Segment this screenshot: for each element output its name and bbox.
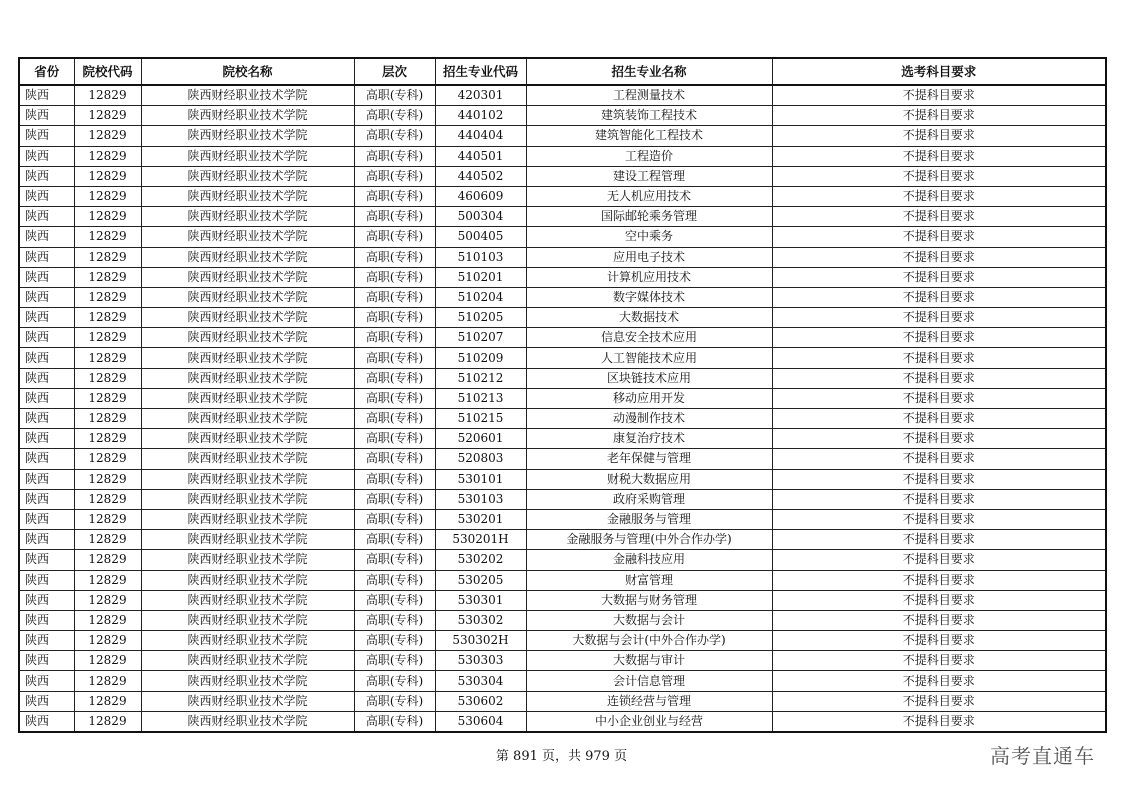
header-school-name: 院校名称 [141,58,354,85]
header-level: 层次 [354,58,435,85]
school-code-cell: 12829 [74,409,141,429]
table-row [19,610,1106,630]
major-name-cell: 建筑装饰工程技术 [526,106,772,126]
school-name-cell: 陕西财经职业技术学院 [141,711,354,732]
major-name-cell: 建筑智能化工程技术 [526,126,772,146]
major-name-cell: 大数据与会计(中外合作办学) [526,631,772,651]
school-name-cell: 陕西财经职业技术学院 [141,388,354,408]
major-code-cell: 530304 [435,671,526,691]
admission-table [18,57,1107,733]
school-name-cell: 陕西财经职业技术学院 [141,429,354,449]
subject-requirement-cell: 不提科目要求 [772,590,1106,610]
level-cell: 高职(专科) [354,711,435,732]
school-code-cell: 12829 [74,388,141,408]
level-cell: 高职(专科) [354,671,435,691]
level-cell: 高职(专科) [354,550,435,570]
table-row [19,207,1106,227]
table-row [19,146,1106,166]
level-cell: 高职(专科) [354,509,435,529]
subject-requirement-cell: 不提科目要求 [772,489,1106,509]
level-cell: 高职(专科) [354,146,435,166]
major-name-cell: 大数据与审计 [526,651,772,671]
province-cell: 陕西 [19,449,74,469]
table-row [19,550,1106,570]
subject-requirement-cell: 不提科目要求 [772,631,1106,651]
major-code-cell: 530602 [435,691,526,711]
school-name-cell: 陕西财经职业技术学院 [141,409,354,429]
subject-requirement-cell: 不提科目要求 [772,287,1106,307]
major-code-cell: 510212 [435,368,526,388]
school-name-cell: 陕西财经职业技术学院 [141,631,354,651]
major-code-cell: 510213 [435,388,526,408]
school-name-cell: 陕西财经职业技术学院 [141,469,354,489]
table-row [19,267,1106,287]
school-name-cell: 陕西财经职业技术学院 [141,368,354,388]
table-row [19,368,1106,388]
level-cell: 高职(专科) [354,126,435,146]
table-body [19,85,1106,732]
school-code-cell: 12829 [74,308,141,328]
school-code-cell: 12829 [74,186,141,206]
school-code-cell: 12829 [74,227,141,247]
subject-requirement-cell: 不提科目要求 [772,328,1106,348]
province-cell: 陕西 [19,671,74,691]
level-cell: 高职(专科) [354,691,435,711]
subject-requirement-cell: 不提科目要求 [772,671,1106,691]
subject-requirement-cell: 不提科目要求 [772,570,1106,590]
major-code-cell: 510205 [435,308,526,328]
province-cell: 陕西 [19,429,74,449]
table-row [19,348,1106,368]
level-cell: 高职(专科) [354,348,435,368]
school-code-cell: 12829 [74,207,141,227]
province-cell: 陕西 [19,308,74,328]
school-name-cell: 陕西财经职业技术学院 [141,348,354,368]
major-name-cell: 金融科技应用 [526,550,772,570]
table-row [19,308,1106,328]
major-code-cell: 530103 [435,489,526,509]
school-code-cell: 12829 [74,449,141,469]
table-row [19,287,1106,307]
table-row [19,711,1106,732]
school-code-cell: 12829 [74,610,141,630]
school-name-cell: 陕西财经职业技术学院 [141,590,354,610]
table-row [19,469,1106,489]
subject-requirement-cell: 不提科目要求 [772,550,1106,570]
province-cell: 陕西 [19,267,74,287]
school-name-cell: 陕西财经职业技术学院 [141,85,354,106]
subject-requirement-cell: 不提科目要求 [772,368,1106,388]
subject-requirement-cell: 不提科目要求 [772,530,1106,550]
school-code-cell: 12829 [74,348,141,368]
major-code-cell: 530302H [435,631,526,651]
province-cell: 陕西 [19,388,74,408]
table-row [19,530,1106,550]
major-code-cell: 510209 [435,348,526,368]
major-name-cell: 国际邮轮乘务管理 [526,207,772,227]
table-row [19,247,1106,267]
header-major-code: 招生专业代码 [435,58,526,85]
school-name-cell: 陕西财经职业技术学院 [141,509,354,529]
subject-requirement-cell: 不提科目要求 [772,308,1106,328]
school-name-cell: 陕西财经职业技术学院 [141,671,354,691]
level-cell: 高职(专科) [354,207,435,227]
level-cell: 高职(专科) [354,328,435,348]
table-row [19,489,1106,509]
province-cell: 陕西 [19,610,74,630]
watermark-logo: 高考直通车 [990,744,1095,768]
header-subject-requirement: 选考科目要求 [772,58,1106,85]
subject-requirement-cell: 不提科目要求 [772,691,1106,711]
major-name-cell: 工程测量技术 [526,85,772,106]
table-row [19,691,1106,711]
province-cell: 陕西 [19,409,74,429]
school-name-cell: 陕西财经职业技术学院 [141,489,354,509]
table-row [19,186,1106,206]
school-name-cell: 陕西财经职业技术学院 [141,610,354,630]
province-cell: 陕西 [19,530,74,550]
level-cell: 高职(专科) [354,570,435,590]
level-cell: 高职(专科) [354,651,435,671]
school-code-cell: 12829 [74,509,141,529]
major-code-cell: 440502 [435,166,526,186]
school-code-cell: 12829 [74,429,141,449]
header-school-code: 院校代码 [74,58,141,85]
major-name-cell: 财富管理 [526,570,772,590]
subject-requirement-cell: 不提科目要求 [772,711,1106,732]
school-code-cell: 12829 [74,651,141,671]
level-cell: 高职(专科) [354,308,435,328]
level-cell: 高职(专科) [354,227,435,247]
major-name-cell: 应用电子技术 [526,247,772,267]
major-name-cell: 工程造价 [526,146,772,166]
province-cell: 陕西 [19,227,74,247]
province-cell: 陕西 [19,711,74,732]
table-row [19,671,1106,691]
major-code-cell: 510201 [435,267,526,287]
major-name-cell: 人工智能技术应用 [526,348,772,368]
major-name-cell: 信息安全技术应用 [526,328,772,348]
subject-requirement-cell: 不提科目要求 [772,409,1106,429]
school-code-cell: 12829 [74,671,141,691]
school-name-cell: 陕西财经职业技术学院 [141,207,354,227]
school-name-cell: 陕西财经职业技术学院 [141,166,354,186]
subject-requirement-cell: 不提科目要求 [772,85,1106,106]
level-cell: 高职(专科) [354,610,435,630]
major-name-cell: 大数据与会计 [526,610,772,630]
major-name-cell: 金融服务与管理 [526,509,772,529]
major-name-cell: 无人机应用技术 [526,186,772,206]
province-cell: 陕西 [19,489,74,509]
school-code-cell: 12829 [74,368,141,388]
school-name-cell: 陕西财经职业技术学院 [141,691,354,711]
major-code-cell: 510215 [435,409,526,429]
subject-requirement-cell: 不提科目要求 [772,509,1106,529]
major-name-cell: 老年保健与管理 [526,449,772,469]
province-cell: 陕西 [19,85,74,106]
major-code-cell: 440102 [435,106,526,126]
major-name-cell: 大数据与财务管理 [526,590,772,610]
level-cell: 高职(专科) [354,85,435,106]
school-name-cell: 陕西财经职业技术学院 [141,227,354,247]
subject-requirement-cell: 不提科目要求 [772,126,1106,146]
subject-requirement-cell: 不提科目要求 [772,388,1106,408]
school-name-cell: 陕西财经职业技术学院 [141,530,354,550]
level-cell: 高职(专科) [354,530,435,550]
level-cell: 高职(专科) [354,631,435,651]
school-code-cell: 12829 [74,166,141,186]
subject-requirement-cell: 不提科目要求 [772,651,1106,671]
school-name-cell: 陕西财经职业技术学院 [141,449,354,469]
subject-requirement-cell: 不提科目要求 [772,166,1106,186]
major-code-cell: 500405 [435,227,526,247]
major-name-cell: 计算机应用技术 [526,267,772,287]
school-code-cell: 12829 [74,328,141,348]
subject-requirement-cell: 不提科目要求 [772,469,1106,489]
province-cell: 陕西 [19,469,74,489]
major-name-cell: 康复治疗技术 [526,429,772,449]
table-row [19,631,1106,651]
level-cell: 高职(专科) [354,590,435,610]
major-name-cell: 金融服务与管理(中外合作办学) [526,530,772,550]
major-code-cell: 520803 [435,449,526,469]
table-row [19,166,1106,186]
major-code-cell: 420301 [435,85,526,106]
table-row [19,590,1106,610]
level-cell: 高职(专科) [354,489,435,509]
school-code-cell: 12829 [74,691,141,711]
subject-requirement-cell: 不提科目要求 [772,146,1106,166]
major-code-cell: 510207 [435,328,526,348]
subject-requirement-cell: 不提科目要求 [772,267,1106,287]
school-code-cell: 12829 [74,530,141,550]
subject-requirement-cell: 不提科目要求 [772,247,1106,267]
level-cell: 高职(专科) [354,267,435,287]
level-cell: 高职(专科) [354,106,435,126]
level-cell: 高职(专科) [354,429,435,449]
school-name-cell: 陕西财经职业技术学院 [141,287,354,307]
subject-requirement-cell: 不提科目要求 [772,186,1106,206]
school-name-cell: 陕西财经职业技术学院 [141,651,354,671]
subject-requirement-cell: 不提科目要求 [772,348,1106,368]
table-row [19,570,1106,590]
level-cell: 高职(专科) [354,388,435,408]
school-code-cell: 12829 [74,247,141,267]
major-name-cell: 动漫制作技术 [526,409,772,429]
major-name-cell: 中小企业创业与经营 [526,711,772,732]
major-code-cell: 530604 [435,711,526,732]
school-name-cell: 陕西财经职业技术学院 [141,550,354,570]
major-code-cell: 530301 [435,590,526,610]
header-major-name: 招生专业名称 [526,58,772,85]
table-row [19,509,1106,529]
school-name-cell: 陕西财经职业技术学院 [141,570,354,590]
major-code-cell: 510204 [435,287,526,307]
major-name-cell: 会计信息管理 [526,671,772,691]
level-cell: 高职(专科) [354,287,435,307]
major-code-cell: 520601 [435,429,526,449]
school-code-cell: 12829 [74,126,141,146]
major-code-cell: 530205 [435,570,526,590]
school-name-cell: 陕西财经职业技术学院 [141,328,354,348]
level-cell: 高职(专科) [354,409,435,429]
school-code-cell: 12829 [74,489,141,509]
level-cell: 高职(专科) [354,368,435,388]
level-cell: 高职(专科) [354,186,435,206]
major-code-cell: 530202 [435,550,526,570]
school-name-cell: 陕西财经职业技术学院 [141,247,354,267]
major-name-cell: 连锁经营与管理 [526,691,772,711]
table-row [19,429,1106,449]
school-code-cell: 12829 [74,146,141,166]
province-cell: 陕西 [19,207,74,227]
major-code-cell: 530201 [435,509,526,529]
level-cell: 高职(专科) [354,247,435,267]
major-name-cell: 数字媒体技术 [526,287,772,307]
header-province: 省份 [19,58,74,85]
subject-requirement-cell: 不提科目要求 [772,429,1106,449]
major-name-cell: 建设工程管理 [526,166,772,186]
school-code-cell: 12829 [74,550,141,570]
school-name-cell: 陕西财经职业技术学院 [141,186,354,206]
table-row [19,106,1106,126]
subject-requirement-cell: 不提科目要求 [772,207,1106,227]
province-cell: 陕西 [19,166,74,186]
major-name-cell: 财税大数据应用 [526,469,772,489]
province-cell: 陕西 [19,287,74,307]
province-cell: 陕西 [19,550,74,570]
subject-requirement-cell: 不提科目要求 [772,106,1106,126]
major-code-cell: 530201H [435,530,526,550]
province-cell: 陕西 [19,631,74,651]
province-cell: 陕西 [19,590,74,610]
major-name-cell: 区块链技术应用 [526,368,772,388]
school-name-cell: 陕西财经职业技术学院 [141,267,354,287]
province-cell: 陕西 [19,348,74,368]
table-row [19,409,1106,429]
school-name-cell: 陕西财经职业技术学院 [141,106,354,126]
school-code-cell: 12829 [74,590,141,610]
school-code-cell: 12829 [74,631,141,651]
major-code-cell: 510103 [435,247,526,267]
subject-requirement-cell: 不提科目要求 [772,449,1106,469]
major-code-cell: 440501 [435,146,526,166]
province-cell: 陕西 [19,691,74,711]
province-cell: 陕西 [19,126,74,146]
table-row [19,227,1106,247]
school-code-cell: 12829 [74,570,141,590]
table-row [19,126,1106,146]
table-header [19,58,1106,85]
school-code-cell: 12829 [74,469,141,489]
subject-requirement-cell: 不提科目要求 [772,610,1106,630]
table-row [19,328,1106,348]
major-code-cell: 460609 [435,186,526,206]
level-cell: 高职(专科) [354,449,435,469]
province-cell: 陕西 [19,186,74,206]
province-cell: 陕西 [19,106,74,126]
major-code-cell: 440404 [435,126,526,146]
table-row [19,651,1106,671]
province-cell: 陕西 [19,509,74,529]
province-cell: 陕西 [19,328,74,348]
major-name-cell: 大数据技术 [526,308,772,328]
major-code-cell: 500304 [435,207,526,227]
major-name-cell: 移动应用开发 [526,388,772,408]
school-code-cell: 12829 [74,85,141,106]
school-name-cell: 陕西财经职业技术学院 [141,308,354,328]
subject-requirement-cell: 不提科目要求 [772,227,1106,247]
school-code-cell: 12829 [74,267,141,287]
school-name-cell: 陕西财经职业技术学院 [141,126,354,146]
province-cell: 陕西 [19,146,74,166]
school-name-cell: 陕西财经职业技术学院 [141,146,354,166]
province-cell: 陕西 [19,570,74,590]
major-code-cell: 530101 [435,469,526,489]
major-name-cell: 空中乘务 [526,227,772,247]
level-cell: 高职(专科) [354,166,435,186]
level-cell: 高职(专科) [354,469,435,489]
province-cell: 陕西 [19,651,74,671]
major-code-cell: 530303 [435,651,526,671]
table-row [19,449,1106,469]
page-number: 第 891 页，共 979 页 [495,749,628,764]
table-row [19,85,1106,106]
province-cell: 陕西 [19,368,74,388]
major-name-cell: 政府采购管理 [526,489,772,509]
province-cell: 陕西 [19,247,74,267]
major-code-cell: 530302 [435,610,526,630]
school-code-cell: 12829 [74,106,141,126]
school-code-cell: 12829 [74,287,141,307]
table-row [19,388,1106,408]
school-code-cell: 12829 [74,711,141,732]
